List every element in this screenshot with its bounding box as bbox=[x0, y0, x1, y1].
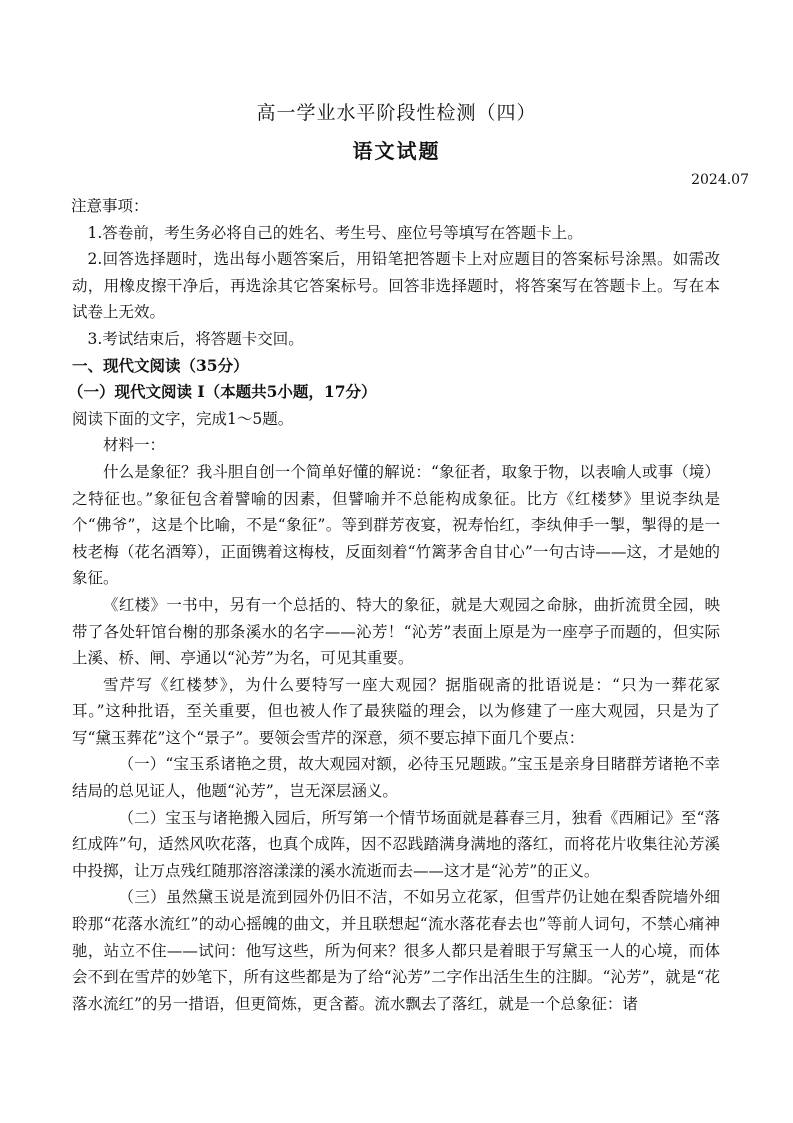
material-paragraph-2: 《红楼》一书中，另有一个总括的、特大的象征，就是大观园之命脉，曲折流贯全园，映带了各处轩馆台榭的那条溪水的名字——沁芳！“沁芳”表面上原是为一座亭子而题的，但实际上溪、桥、闸、亭通以“沁芳”为名，可见其重要。 bbox=[72, 595, 720, 668]
notice-item-3: 3.考试结束后，将答题卡交回。 bbox=[87, 329, 304, 348]
material-point-1: （一）“宝玉系诸艳之贯，故大观园对额，必待玉兄题跋。”宝玉是亲身目睹群芳诸艳不幸结局的总见证人，他题“沁芳”，岂无深层涵义。 bbox=[72, 755, 720, 801]
notice-item-1: 1.答卷前，考生务必将自己的姓名、考生号、座位号等填写在答题卡上。 bbox=[87, 223, 583, 242]
notice-item-2: 2.回答选择题时，选出每小题答案后，用铅笔把答题卡上对应题目的答案标号涂黑。如需改动，用橡皮擦干净后，再选涂其它答案标号。回答非选择题时，将答案写在答题卡上。写在本试卷上无效。 bbox=[72, 250, 720, 322]
reading-instruction: 阅读下面的文字，完成1～5题。 bbox=[72, 409, 294, 428]
material-point-3: （三）虽然黛玉说是流到园外仍旧不洁，不如另立花冢，但雪芹仍让她在梨香院墙外细聆那“花落水流红”的动心摇魄的曲文，并且联想起“流水落花春去也”等前人词句，不禁心痛神驰，站立不住——试问：他写这些，所为何来？很多人都只是着眼于写黛玉一人的心境，而体会不到在雪芹的妙笔下，所有这些都是为了给“沁芳”二字作出活生生的注脚。“沁芳”，就是“花落水流红”的另一措语，但更简炼，更含蓄。流水飘去了落红，就是一个总象征：诸 bbox=[72, 888, 720, 1013]
material-paragraph-1: 什么是象征？我斗胆自创一个简单好懂的解说：“象征者，取象于物，以表喻人或事（境）之特征也。”象征包含着譬喻的因素，但譬喻并不总能构成象征。比方《红楼梦》里说李纨是个“佛爷”，这是个比喻，不是“象征”。等到群芳夜宴，祝寿怡红，李纨伸手一掣，掣得的是一枝老梅（花名酒筹），正面镌着这梅枝，反面刻着“竹篱茅舍自甘心”一句古诗——这，才是她的象征。 bbox=[72, 462, 720, 588]
material-paragraph-3: 雪芹写《红楼梦》，为什么要特写一座大观园？据脂砚斋的批语说是：“只为一葬花冢耳。”这种批语，至关重要，但也被人作了最狭隘的理会，以为修建了一座大观园，只是为了写“黛玉葬花”这个“景子”。要领会雪芹的深意，须不要忘掉下面几个要点： bbox=[72, 675, 720, 747]
section-heading: 一、现代文阅读（35分） bbox=[72, 355, 249, 375]
material-point-2: （二）宝玉与诸艳搬入园后，所写第一个情节场面就是暮春三月，独看《西厢记》至“落红成阵”句，适然风吹花落，也真个成阵，因不忍践踏满身满地的落红，而将花片收集往沁芳溪中投掷，让万点残红随那溶溶漾漾的溪水流逝而去——这才是“沁芳”的正义。 bbox=[72, 808, 720, 880]
exam-subject: 语文试题 bbox=[352, 139, 441, 163]
notice-heading: 注意事项： bbox=[71, 197, 149, 215]
material-label: 材料一： bbox=[103, 436, 166, 455]
exam-body bbox=[68, 193, 720, 1017]
exam-title: 高一学业水平阶段性检测（四） bbox=[256, 102, 537, 124]
subsection-heading: （一）现代文阅读 I（本题共5小题，17分） bbox=[68, 382, 377, 402]
exam-date: 2024.07 bbox=[691, 172, 749, 188]
